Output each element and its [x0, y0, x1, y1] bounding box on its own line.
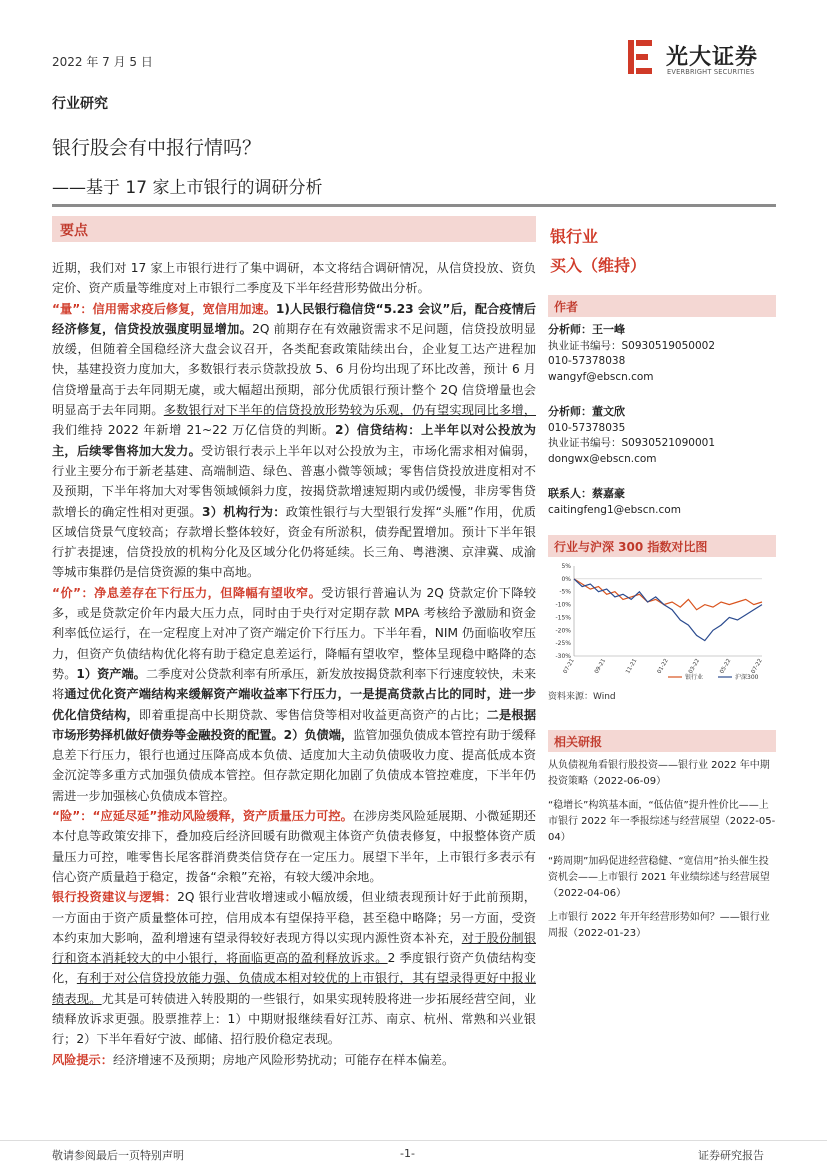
contact-email[interactable]: caitingfeng1@ebscn.com — [548, 503, 681, 516]
series-line-hs300 — [574, 579, 762, 641]
legend-label: 银行业 — [685, 674, 704, 681]
investment-paragraph: 银行投资建议与逻辑：2Q 银行业营收增速或小幅放缓，但业绩表现预计好于此前预期，一方面由于资产质量整体可控，信用成本有望保持平稳，甚至稳中略降；另一方面，受资本约束加大影响，盈利增速有望录得较好表现方得以实现内源性资本补充，对于股份制银行和资本消耗较大的中小银行，将面临更高的盈利释放诉求。2 季度银行资产负债结构变化，有利于对公信贷投放能力强、负债成本相对较优的上市银行，其有望录得更好中报业绩表现。尤其是可转债进入转股期的一些银行，如果实现转股将进一步拓展经营空间，业绩释放诉求更强。股票推荐上：1）中期财报继续看好江苏、南京、杭州、常熟和兴业银行；2）下半年看好宁波、邮储、招行股价稳定表现。 — [52, 890, 537, 1047]
contact-person: 联系人：蔡嘉豪 caitingfeng1@ebscn.com — [548, 486, 776, 518]
y-tick-label: -20% — [555, 627, 571, 635]
index-comparison-chart — [548, 558, 776, 683]
y-tick-label: -5% — [559, 588, 571, 596]
footer-report-type: 证券研究报告 — [698, 1149, 764, 1162]
y-tick-label: 5% — [561, 563, 571, 570]
authors-label: 作者 — [554, 300, 579, 314]
report-title: 银行股会有中报行情吗？ — [52, 137, 262, 159]
x-tick-label: 03-22 — [687, 658, 702, 675]
x-tick-label: 07-21 — [562, 658, 576, 675]
header-divider — [52, 204, 776, 207]
analyst-1: 分析师：王一峰 执业证书编号：S0930519050002 010-57378038 wangyf@ebscn.com — [548, 322, 776, 385]
intro-paragraph: 近期，我们对 17 家上市银行进行了集中调研，本文将结合调研情况，从信贷投放、资负定价、资产质量等维度对上市银行二季度及下半年经营形势做出分析。 — [52, 261, 536, 296]
analyst-2: 分析师：董文欣 010-57378035 执业证书编号：S0930521090001 dongwx@ebscn.com — [548, 404, 776, 467]
x-tick-label: 01-22 — [656, 658, 670, 675]
price-paragraph: “价”：净息差存在下行压力，但降幅有望收窄。受访银行普遍认为 2Q 贷款定价下降较多，或是贷款定价年内最大压力点，同时由于央行对定期存款 MPA 考核给予激励和资金利率低位运行，在一定程度上对冲了资产端定价下行压力。下半年看，NIM 仍面临收窄压力，但资产负债结构优化将有助于稳定息差运行，降幅有望收窄，整体呈现稳中略降的态势。1）资产端。二季度对公贷款利率有所承压，新发放按揭贷款利率下行速度较快，未来将通过优化资产端结构来缓解资产端收益率下行压力，一是提高贷款占比的同时，进一步优化信贷结构，即着重提高中长期贷款、零售信贷等相对收益更高资产的占比；二是根据市场形势择机做好债券等金融投资的配置。2）负债端，监管加强负债成本管控有助于缓释息差下行压力，银行也通过压降高成本负债、适度加大主动负债吸收力度、提高低成本资金沉淀等多重方式加强负债成本管控。但存款定期化加剧了负债成本管控难度，下半年仍需进一步加强核心负债成本管控。 — [52, 585, 537, 803]
risk-quality-paragraph: “险”：“应延尽延”推动风险缓释，资产质量压力可控。在涉房类风险延展期、小微延期还本付息等政策安排下，叠加疫后经济回暖有助微观主体资产负债表修复，中报整体资产质量压力可控，唯零售长尾客群消费类信贷存在一定压力。展望下半年，上市银行多表示有信心资产质量趋于稳定，拨备“余粮”充裕，有较大缓冲余地。 — [52, 809, 536, 884]
x-tick-label: 05-22 — [719, 658, 733, 675]
section-tag: 行业研究 — [52, 96, 108, 112]
key-points-label: 要点 — [60, 223, 88, 239]
analyst-2-email[interactable]: dongwx@ebscn.com — [548, 452, 657, 465]
y-tick-label: -25% — [555, 640, 571, 648]
authors-bar — [548, 295, 776, 317]
report-subtitle: ——基于 17 家上市银行的调研分析 — [52, 178, 323, 198]
key-points-bar — [52, 216, 536, 242]
y-tick-label: -10% — [555, 601, 571, 609]
research-item[interactable]: “稳增长”构筑基本面，“低估值”提升性价比——上市银行 2022 年一季报综述与经营展望（2022-05-04） — [548, 800, 776, 843]
footer-divider — [0, 1140, 827, 1141]
y-tick-label: 0% — [561, 575, 571, 583]
chart-source: 资料来源：Wind — [548, 692, 616, 702]
research-label: 相关研报 — [554, 735, 603, 749]
page-number: -1- — [400, 1147, 415, 1160]
key-points-body — [52, 258, 536, 1070]
volume-paragraph: “量”：信用需求疫后修复，宽信用加速。1)人民银行稳信贷“5.23 会议”后，配合疫情后经济修复，信贷投放强度明显增加。2Q 前期存在有效融资需求不足问题，信贷投放明显放缓，但随着全国稳经济大盘会议召开，各类配套政策陆续出台，企业复工达产进程加快，基建投资力度加大，多数银行表示贷款投放 5、6 月份均出现了环比改善，预计 6 月信贷增量高于去年同期无虞，或大幅超出预期，部分优质银行预计整个 2Q 信贷增量也会明显高于去年同期。多数银行对下半年的信贷投放形势较为乐观，仍有望实现同比多增，我们维持 2022 年新增 21~22 万亿信贷的判断。2）信贷结构：上半年以对公投放为主，后续零售将加大发力。受访银行表示上半年以对公投放为主，市场化需求相对偏弱，行业主要分布于新老基建、高端制造、绿色、普惠小微等领域；零售信贷投放进度相对不及预期，下半年将加大对零售领域倾斜力度，按揭贷款增速短期内或仍缓慢，非房零售贷款增长的确定性相对更强。3）机构行为：政策性银行与大型银行发挥“头雁”作用，优质区域信贷景气度较高；存款增长整体较好，资金有所淤积，债券配置增加。预计下半年银行扩表提速，信贷投放的机构分化及区域分化仍将延续。长三角、粤港澳、京津冀、成渝等城市集群仍是信贷资源的集中高地。 — [52, 301, 537, 580]
related-research-list — [548, 758, 776, 950]
series-line-bank — [574, 579, 762, 610]
logo-text-cn: 光大证券 — [666, 45, 759, 70]
everbright-logo-icon — [626, 38, 656, 76]
research-item[interactable]: “跨周期”加码促进经营稳健、“宽信用”抬头催生投资机会——上市银行 2021 年业绩综述与经营展望（2022-04-06） — [548, 856, 770, 899]
research-item[interactable]: 从负债视角看银行股投资——银行业 2022 年中期投资策略（2022-06-09） — [548, 760, 770, 787]
company-logo — [626, 38, 776, 80]
y-tick-label: -15% — [555, 614, 571, 622]
y-tick-label: -30% — [555, 653, 571, 660]
legend-label: 沪深300 — [735, 674, 759, 681]
risk-warning-paragraph: 风险提示：经济增速不及预期；房地产风险形势扰动；可能存在样本偏差。 — [52, 1052, 455, 1067]
chart-label: 行业与沪深 300 指数对比图 — [554, 540, 708, 554]
x-tick-label: 09-21 — [593, 658, 608, 675]
industry-label: 银行业 — [550, 227, 599, 246]
research-item[interactable]: 上市银行 2022 年开年经营形势如何？——银行业周报（2022-01-23） — [548, 912, 770, 939]
footer-disclaimer: 敬请参阅最后一页特别声明 — [52, 1149, 184, 1162]
analyst-1-email[interactable]: wangyf@ebscn.com — [548, 370, 654, 383]
x-tick-label: 11-21 — [625, 658, 639, 675]
report-date: 2022 年 7 月 5 日 — [52, 55, 153, 69]
rating-label: 买入（维持） — [550, 256, 647, 275]
logo-text-en: EVERBRIGHT SECURITIES — [667, 68, 755, 76]
x-tick-label: 07-22 — [750, 658, 764, 675]
